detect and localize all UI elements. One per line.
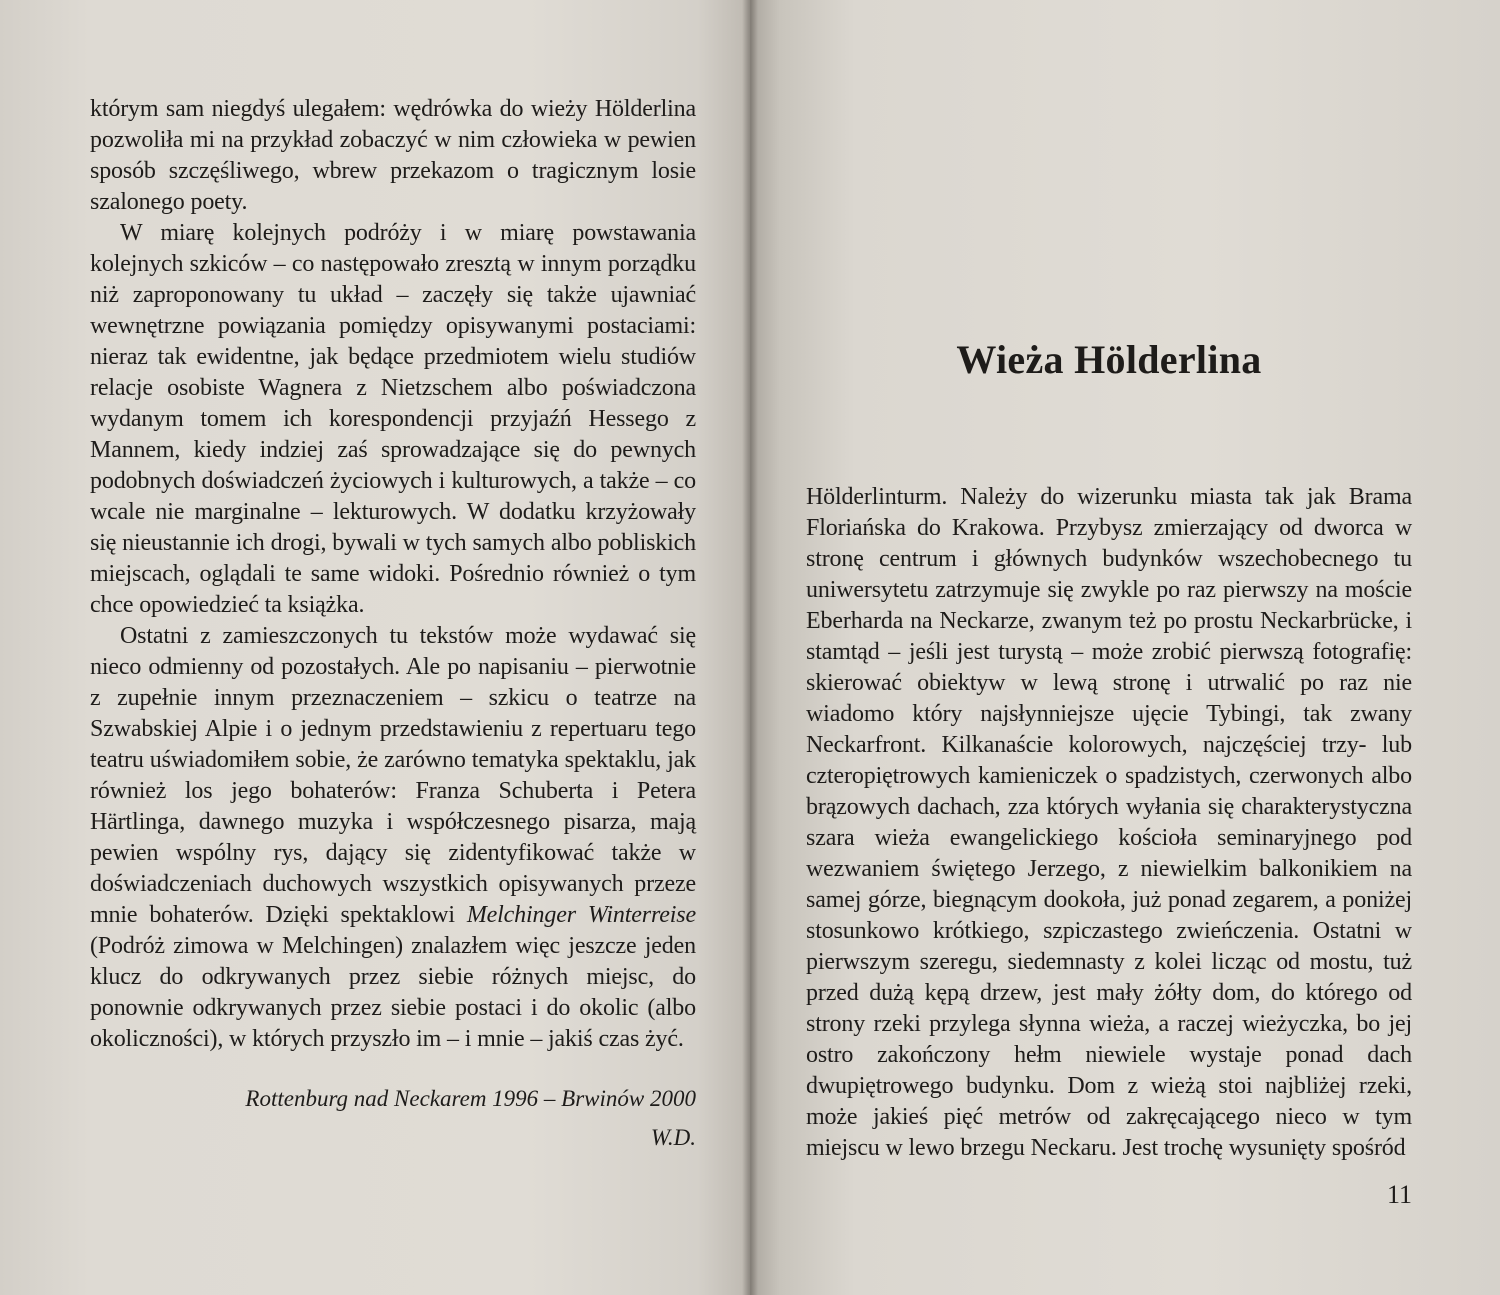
left-paragraph-3-part-2: (Podróż zimowa w Melchingen) znalazłem więc jeszcze jeden klucz do odkrywanych przez siebie różnych miejsc, do ponownie odkrywanych przez siebie postaci i do okolic (albo okoliczności), w których przyszło im – i mnie – jakiś czas żyć.: [90, 933, 696, 1052]
left-text-column: [90, 94, 696, 1153]
right-paragraph-1: Hölderlinturm. Należy do wizerunku miasta tak jak Brama Floriańska do Krakowa. Przybysz zmierzający od dworca w stronę centrum i głównych budynków wszechobecnego tu uniwersytetu zatrzymuje się zwykle po raz pierwszy na moście Eberharda na Neckarze, zwanym też po prostu Neckarbrücke, i stamtąd – jeśli jest turystą – może zrobić pierwszą fotografię: skierować obiektyw w lewą stronę i utrwalić po raz nie wiadomo który najsłynniejsze ujęcie Tybingi, tak zwany Neckarfront. Kilkanaście kolorowych, najczęściej trzy- lub czteropiętrowych kamieniczek o spadzistych, czerwonych albo brązowych dachach, zza których wyłania się charakterystyczna szara wieża ewangelickiego kościoła seminaryjnego pod wezwaniem świętego Jerzego, z niewielkim balkonikiem na samej górze, biegnącym dookoła, już ponad zegarem, a poniżej stosunkowo krótkiego, szpiczastego zwieńczenia. Ostatni w pierwszym szeregu, siedemnasty z kolei licząc od mostu, tuż przed dużą kępą drzew, jest mały żółty dom, do którego od strony rzeki przylega słynna wieża, a raczej wieżyczka, bo jej ostro zakończony hełm niewiele wystaje ponad dach dwupiętrowego budynku. Dom z wieżą stoi najbliżej rzeki, może jakieś pięć metrów od zakręcającego nieco w tym miejscu w lewo brzegu Neckaru. Jest trochę wysunięty spośród: [806, 484, 1412, 1161]
left-paragraph-1: którym sam niegdyś ulegałem: wędrówka do wieży Hölderlina pozwoliła mi na przykład zobaczyć w nim człowieka w pewien sposób szczęśliwego, wbrew przekazom o tragicznym losie szalonego poety.: [90, 96, 696, 215]
signature-initials: W.D.: [650, 1125, 696, 1150]
left-paragraph-3-part-1: Ostatni z zamieszczonych tu tekstów może wydawać się nieco odmienny od pozostałych. Ale po napisaniu – pierwotnie z zupełnie innym przeznaczeniem – szkicu o teatrze na Szwabskiej Alpie i o jednym przedstawieniu z repertuaru tego teatru uświadomiłem sobie, że zarówno tematyka spektaklu, jak również los jego bohaterów: Franza Schuberta i Petera Härtlinga, dawnego muzyka i współczesnego pisarza, mają pewien wspólny rys, dający się zidentyfikować także w doświadczeniach duchowych wszystkich opisywanych przeze mnie bohaterów. Dzięki spektaklowi: [90, 623, 696, 928]
page-number: 11: [1386, 1180, 1412, 1209]
left-paragraph-3: [90, 621, 696, 1055]
play-title-italic: Melchinger Winterreise: [466, 902, 696, 928]
left-paragraph-2: W miarę kolejnych podróży i w miarę powstawania kolejnych szkiców – co następowało zresztą w innym porządku niż zaproponowany tu układ – zaczęły się także ujawniać wewnętrzne powiązania pomiędzy opisywanymi postaciami: nieraz tak ewidentne, jak będące przedmiotem wielu studiów relacje osobiste Wagnera z Nietzschem albo poświadczona wydanym tomem ich korespondencji przyjaźń Hessego z Mannem, kiedy indziej zaś sprowadzające się do pewnych podobnych doświadczeń życiowych i kulturowych, a także – co wcale nie marginalne – lekturowych. W dodatku krzyżowały się nieustannie ich drogi, bywali w tych samych albo pobliskich miejscach, oglądali te same widoki. Pośrednio również o tym chce opowiedzieć ta książka.: [90, 220, 696, 618]
right-text-column: [806, 482, 1412, 1164]
signature-place-date: Rottenburg nad Neckarem 1996 – Brwinów 2000: [245, 1086, 696, 1111]
chapter-title: Wieża Hölderlina: [956, 337, 1262, 382]
